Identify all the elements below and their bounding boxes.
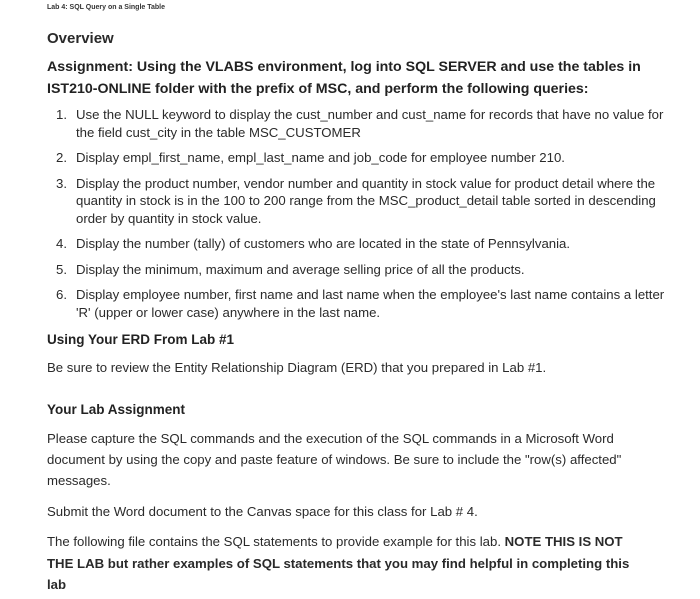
erd-heading: Using Your ERD From Lab #1 xyxy=(47,332,235,347)
not-the-lab-note: NOTE THIS IS NOT THE LAB but rather examples of SQL statements that you may find helpful in completing this lab xyxy=(47,534,630,592)
query-text: Display empl_first_name, empl_last_name and job_code for employee number 210. xyxy=(76,150,565,165)
query-text: Use the NULL keyword to display the cust_number and cust_name for records that have no value for the field cust_city in the table MSC_CUSTOMER xyxy=(76,107,664,140)
query-number: 5. xyxy=(56,261,67,277)
document-header-label: Lab 4: SQL Query on a Single Table xyxy=(47,4,165,11)
submit-instructions: Submit the Word document to the Canvas space for this class for Lab # 4. xyxy=(47,504,478,519)
query-item xyxy=(47,106,667,141)
assignment-text: Assignment: Using the VLABS environment, log into SQL SERVER and use the tables in IST210-ONLINE folder with the prefix of MSC, and perform the following queries: xyxy=(47,59,641,97)
query-number: 2. xyxy=(56,150,67,165)
query-number: 6. xyxy=(56,287,67,302)
query-list xyxy=(47,106,667,329)
example-file-text: The following file contains the SQL statements to provide example for this lab. xyxy=(47,534,505,549)
example-file-note xyxy=(47,531,647,596)
query-number: 4. xyxy=(56,236,67,251)
overview-heading: Overview xyxy=(47,30,114,47)
query-text: Display employee number, first name and last name when the employee's last name contains a letter 'R' (upper or lower case) anywhere in the last name. xyxy=(76,287,665,320)
capture-instructions: Please capture the SQL commands and the execution of the SQL commands in a Microsoft Word document by using the copy and paste feature of windows. Be sure to include the "row(s) affected" messages. xyxy=(47,431,622,488)
query-item xyxy=(47,175,667,228)
query-item xyxy=(47,149,667,167)
query-item xyxy=(47,235,667,253)
query-number: 3. xyxy=(56,175,67,191)
query-item xyxy=(47,261,667,279)
erd-text: Be sure to review the Entity Relationship Diagram (ERD) that you prepared in Lab #1. xyxy=(47,360,547,375)
query-text: Display the number (tally) of customers who are located in the state of Pennsylvania. xyxy=(76,236,571,251)
lab-assignment-heading: Your Lab Assignment xyxy=(47,402,186,417)
query-text: Display the product number, vendor number and quantity in stock value for product detail where the quantity in stock is in the 100 to 200 range from the MSC_product_detail table sorted in descending order by quantity in stock value. xyxy=(76,175,656,226)
query-item xyxy=(47,286,667,321)
query-number: 1. xyxy=(56,107,67,122)
query-text: Display the minimum, maximum and average selling price of all the products. xyxy=(76,261,525,277)
